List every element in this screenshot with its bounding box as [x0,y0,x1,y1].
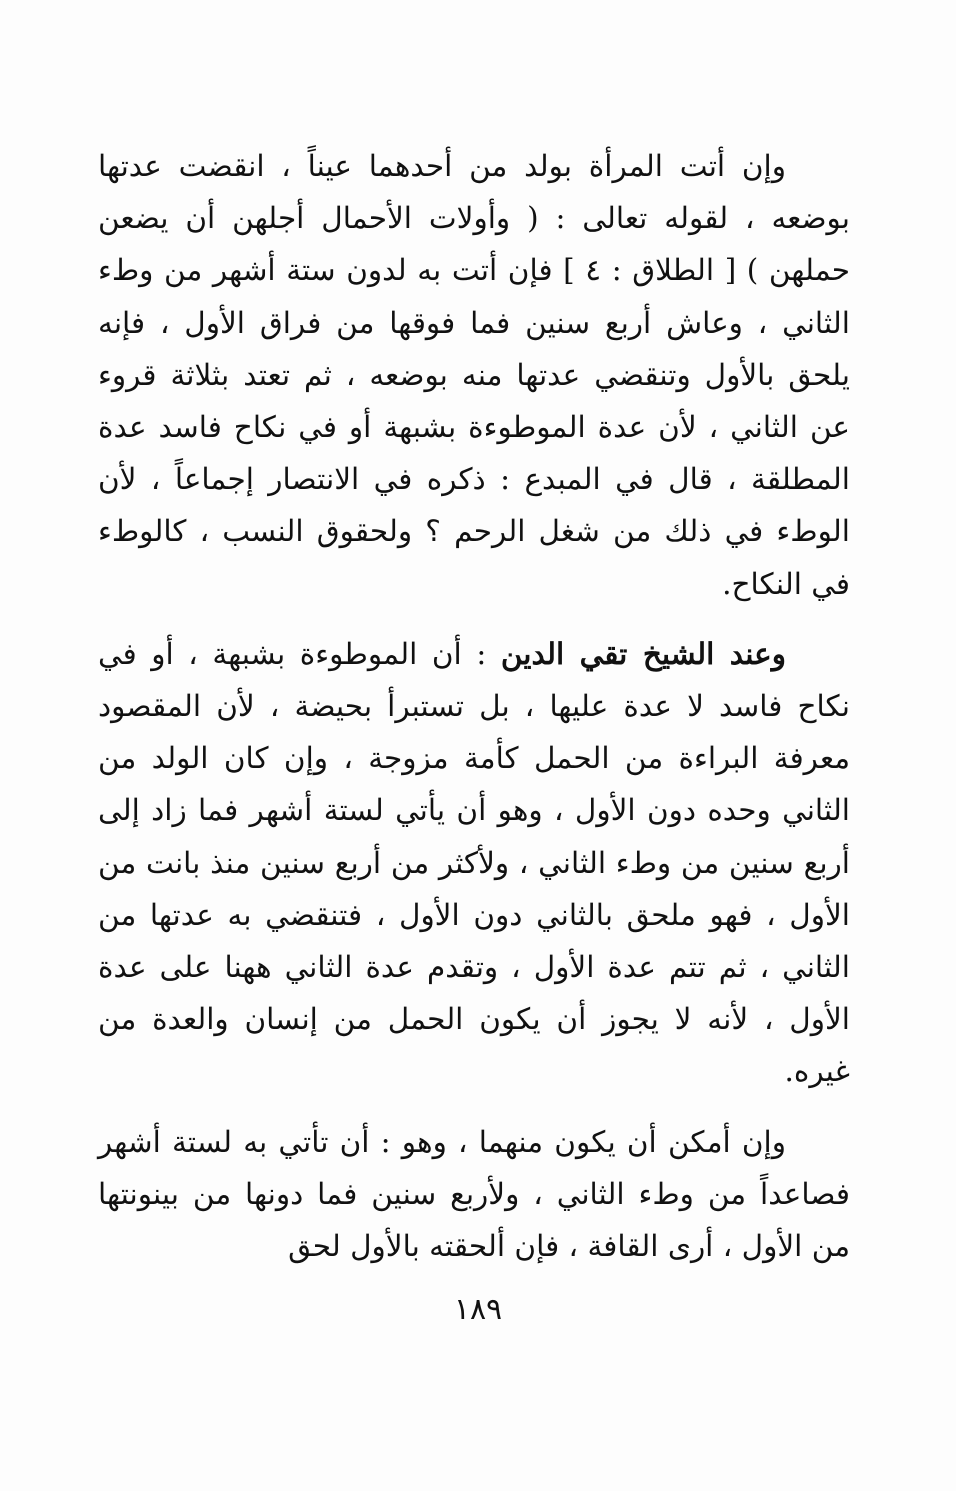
paragraph-3-text: وإن أمكن أن يكون منهما ، وهو : أن تأتي به لستة أشهر فصاعداً من وطء الثاني ، ولأربع سنين فما دونها من بينونتها من الأول ، أرى القافة ، فإن ألحقته بالأول لحق [98,1124,850,1264]
paragraph-3 [98,1116,850,1273]
page-number: ١٨٩ [453,1292,503,1327]
paragraph-2 [98,628,850,1098]
paragraph-1-text: وإن أتت المرأة بولد من أحدهما عيناً ، انقضت عدتها بوضعه ، لقوله تعالى : ( وأولات الأحمال أجلهن أن يضعن حملهن ) [ الطلاق : ٤ ] فإن أتت به لدون ستة أشهر من وطء الثاني ، وعاش أربع سنين فما فوقها من فراق الأول ، فإنه يلحق بالأول وتنقضي عدتها منه بوضعه ، ثم تعتد بثلاثة قروء عن الثاني ، لأن عدة الموطوءة بشبهة أو في نكاح فاسد عدة المطلقة ، قال في المبدع : ذكره في الانتصار إجماعاً ، لأن الوطء في ذلك من شغل الرحم ؟ ولحقوق النسب ، كالوطء في النكاح. [98,149,851,601]
paragraph-2-text: : أن الموطوءة بشبهة ، أو في نكاح فاسد لا عدة عليها ، بل تستبرأ بحيضة ، لأن المقصود معرفة البراءة من الحمل كأمة مزوجة ، وإن كان الولد من الثاني وحده دون الأول ، وهو أن يأتي لستة أشهر فما زاد إلى أربع سنين من وطء الثاني ، ولأكثر من أربع سنين منذ بانت من الأول ، فهو ملحق بالثاني دون الأول ، فتنقضي به عدتها من الثاني ، ثم تتم عدة الأول ، وتقدم عدة الثاني ههنا على عدة الأول ، لأنه لا يجوز أن يكون الحمل من إنسان والعدة من غيره. [98,636,850,1089]
body-text [98,140,850,1272]
paragraph-1 [98,140,850,610]
paragraph-2-lead: وعند الشيخ تقي الدين [500,635,786,671]
